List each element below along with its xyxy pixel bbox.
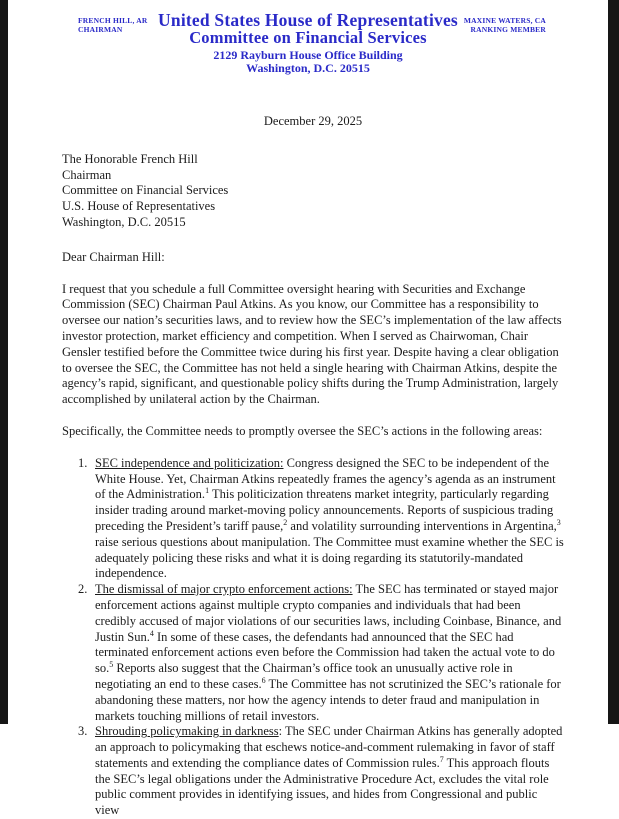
- viewer-right-edge: [608, 0, 619, 724]
- letterhead-title: United States House of Representatives: [158, 10, 458, 30]
- footnote-reference: 1: [205, 486, 210, 496]
- text-line: Committee on Financial Services: [62, 183, 229, 198]
- list-item-text: Shrouding policymaking in darkness: The SEC under Chairman Atkins has generally adopted an approach to policymaking that eschews notice-and-comment rulemaking in favor of staff statements and extending the compliance dates of Commission rules.$^7$ This approach flouts the SEC’s legal obligations under the Administrative Procedure Act, excludes the vital role public comment provides in identifying issues, and hides from Congressional and public view: [95, 724, 563, 818]
- footnote-reference: 6: [261, 675, 266, 685]
- letter-page: [8, 0, 608, 818]
- opening-paragraph: I request that you schedule a full Committee oversight hearing with Securities and Exchange Commission (SEC) Chairman Paul Atkins. As you know, our Committee has a responsibility to oversee our nation’s securities laws, and to review how the SEC’s implementation of the law affects investor protection, market efficiency and competition. When I served as Chairwoman, Chair Gensler testified before the Committee twice during his first year. Despite having a clear obligation to oversee the SEC, the Committee has not held a single hearing with Chairman Atkins, despite the agency’s rapid, significant, and questionable policy shifts during the Trump Administration, largely accomplished by unilateral action by the Chairman.: [62, 281, 562, 407]
- footnote-reference: 5: [109, 659, 114, 669]
- list-item-text: SEC independence and politicization: Congress designed the SEC to be independent of the White House. Yet, Chairman Atkins repeatedly frames the agency’s agenda as an instrument of the Administration.$^1$ This politicization threatens market integrity, particularly regarding insider trading around market-moving policy announcements. Reports of suspicious trading preceding the President’s tariff pause,$^2$ and volatility surrounding interventions in Argentina,$^3$ raise serious questions about manipulation. The Committee must examine whether the SEC is adequately policing these risks and what it is doing regarding its statutorily-mandated independence.: [95, 455, 564, 581]
- letterhead: [8, 0, 608, 88]
- date: December 29, 2025: [263, 114, 363, 128]
- footnote-reference: 3: [556, 517, 561, 527]
- list-item-number: 3.: [78, 724, 88, 739]
- letterhead-city: Washington, D.C. 20515: [246, 60, 370, 75]
- list-item: [62, 456, 564, 582]
- oversight-areas-list: [62, 456, 564, 819]
- footnote-reference: 2: [283, 517, 288, 527]
- viewer-left-edge: [0, 0, 8, 724]
- text-line: The Honorable French Hill: [62, 151, 198, 166]
- letterhead-committee: Committee on Financial Services: [189, 28, 427, 47]
- text-line: FRENCH HILL, AR: [78, 16, 148, 25]
- recipient-block: [62, 152, 564, 231]
- text-line: RANKING MEMBER: [470, 25, 546, 34]
- list-item: [62, 724, 564, 819]
- footnote-reference: 4: [149, 628, 154, 638]
- text-line: U.S. House of Representatives: [62, 199, 216, 214]
- salutation: Dear Chairman Hill:: [62, 249, 165, 264]
- list-item-number: 2.: [78, 582, 88, 597]
- list-intro: Specifically, the Committee needs to promptly oversee the SEC’s actions in the following areas:: [62, 423, 543, 438]
- letterhead-ranking-member: [464, 16, 546, 34]
- text-line: Chairman: [62, 167, 112, 182]
- text-line: Washington, D.C. 20515: [62, 214, 186, 229]
- letterhead-building: 2129 Rayburn House Office Building: [213, 48, 403, 62]
- list-item: [62, 582, 564, 724]
- footnote-reference: 7: [439, 754, 444, 764]
- text-line: MAXINE WATERS, CA: [463, 16, 546, 25]
- list-item-text: The dismissal of major crypto enforcement actions: The SEC has terminated or stayed major enforcement actions against multiple crypto companies and individuals that had been credibly accused of major violations of our securities laws, including Coinbase, Binance, and Justin Sun.$^4$ In some of these cases, the defendants had announced that the SEC had terminated enforcement actions even before the Commission had taken the actual vote to do so.$^5$ Reports also suggest that the Chairman’s office took an unusually active role in negotiating an end to these cases.$^6$ The Committee has not scrutinized the SEC’s rationale for abandoning these matters, nor how the agency intends to deter fraud and manipulation in markets touching millions of retail investors.: [95, 582, 562, 723]
- list-item-number: 1.: [78, 455, 88, 470]
- text-line: CHAIRMAN: [78, 25, 123, 34]
